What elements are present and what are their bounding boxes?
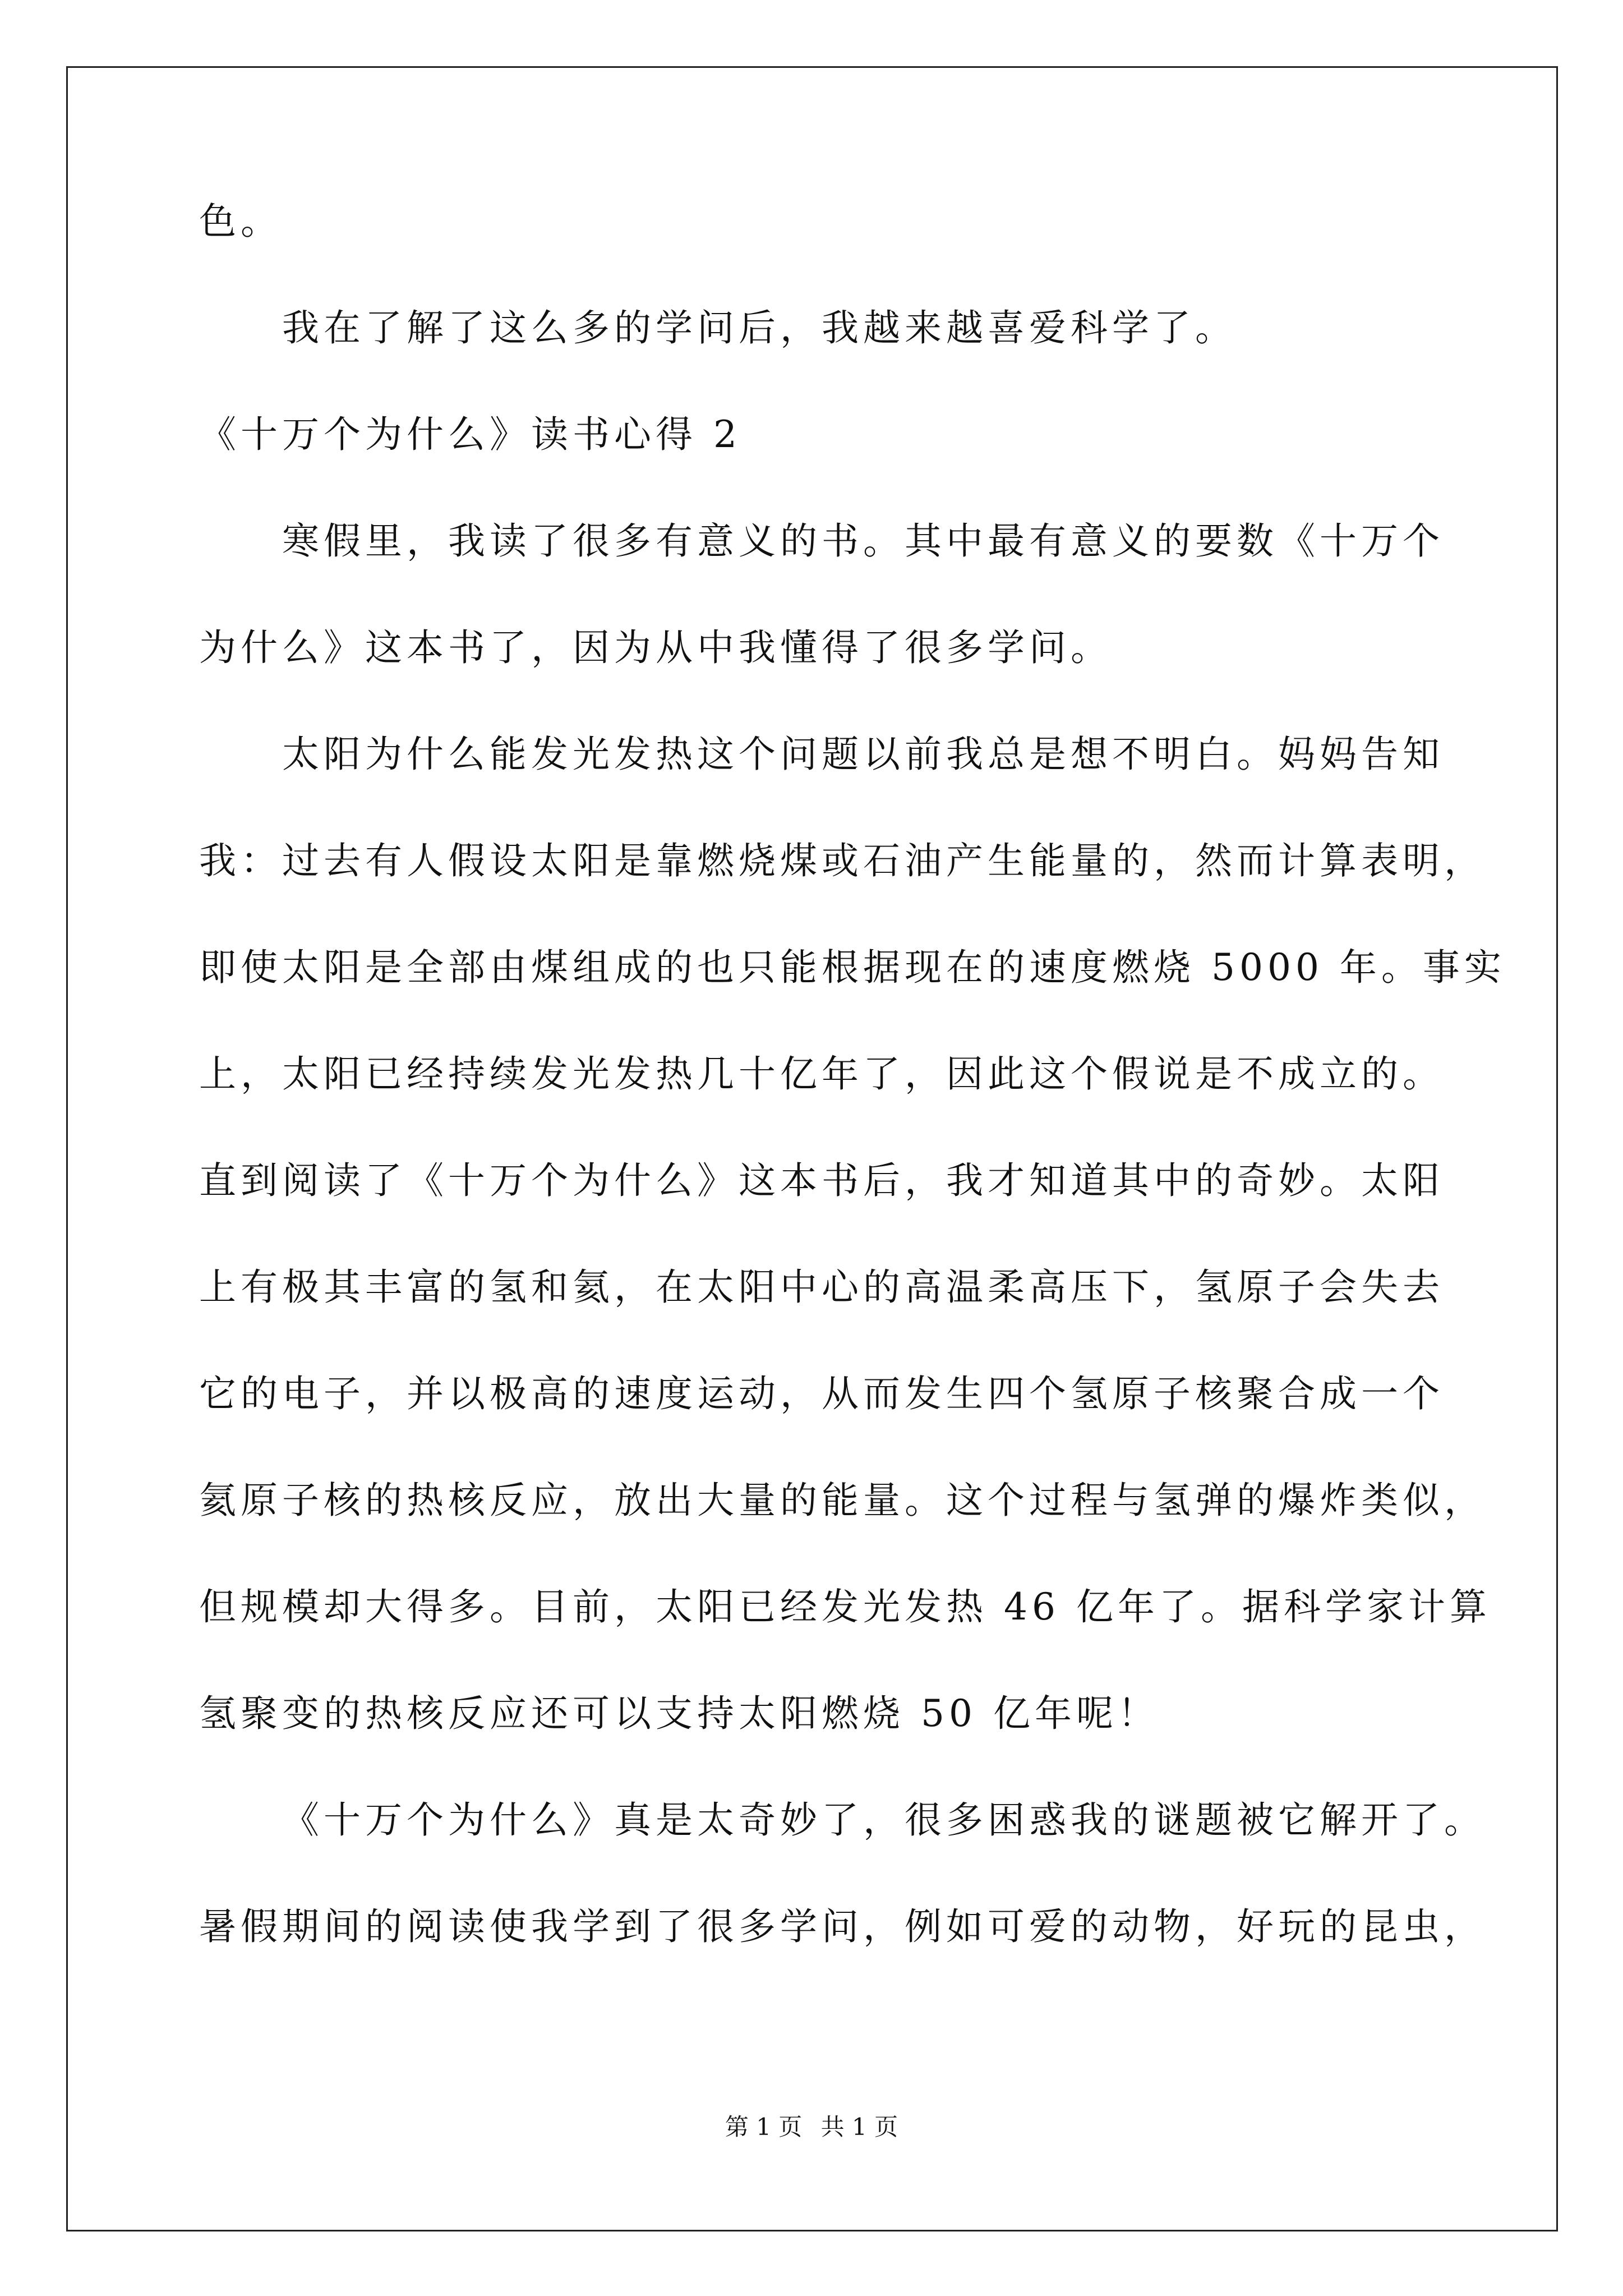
text-line: 我在了解了这么多的学问后，我越来越喜爱科学了。: [282, 306, 1237, 349]
page-footer: [0, 2111, 1623, 2143]
text-line: 上有极其丰富的氢和氦，在太阳中心的高温柔高压下，氢原子会失去: [199, 1266, 1444, 1309]
page-number-total: 共 1 页: [820, 2113, 898, 2141]
text-line: 为什么》这本书了，因为从中我懂得了很多学问。: [199, 626, 1112, 669]
text-line: 但规模却大得多。目前，太阳已经发光发热 46 亿年了。据科学家计算: [199, 1585, 1491, 1628]
text-line: 太阳为什么能发光发热这个问题以前我总是想不明白。妈妈告知: [282, 733, 1444, 776]
section-heading: 《十万个为什么》读书心得 2: [199, 413, 741, 456]
text-line: 氢聚变的热核反应还可以支持太阳燃烧 50 亿年呢！: [199, 1692, 1159, 1735]
text-line: 上，太阳已经持续发光发热几十亿年了，因此这个假说是不成立的。: [199, 1052, 1444, 1096]
text-line: 直到阅读了《十万个为什么》这本书后，我才知道其中的奇妙。太阳: [199, 1159, 1444, 1202]
text-line: 我：过去有人假设太阳是靠燃烧煤或石油产生能量的，然而计算表明，: [199, 839, 1486, 882]
text-line: 色。: [199, 200, 282, 243]
page-number-current: 第 1 页: [725, 2113, 803, 2141]
text-line: 暑假期间的阅读使我学到了很多学问，例如可爱的动物，好玩的昆虫，: [199, 1905, 1486, 1948]
text-line: 寒假里，我读了很多有意义的书。其中最有意义的要数《十万个: [282, 519, 1444, 563]
text-line: 氦原子核的热核反应，放出大量的能量。这个过程与氢弹的爆炸类似，: [199, 1479, 1486, 1522]
text-line: 《十万个为什么》真是太奇妙了，很多困惑我的谜题被它解开了。: [282, 1798, 1486, 1842]
text-line: 即使太阳是全部由煤组成的也只能根据现在的速度燃烧 5000 年。事实: [199, 946, 1506, 989]
text-line: 它的电子，并以极高的速度运动，从而发生四个氢原子核聚合成一个: [199, 1372, 1444, 1415]
